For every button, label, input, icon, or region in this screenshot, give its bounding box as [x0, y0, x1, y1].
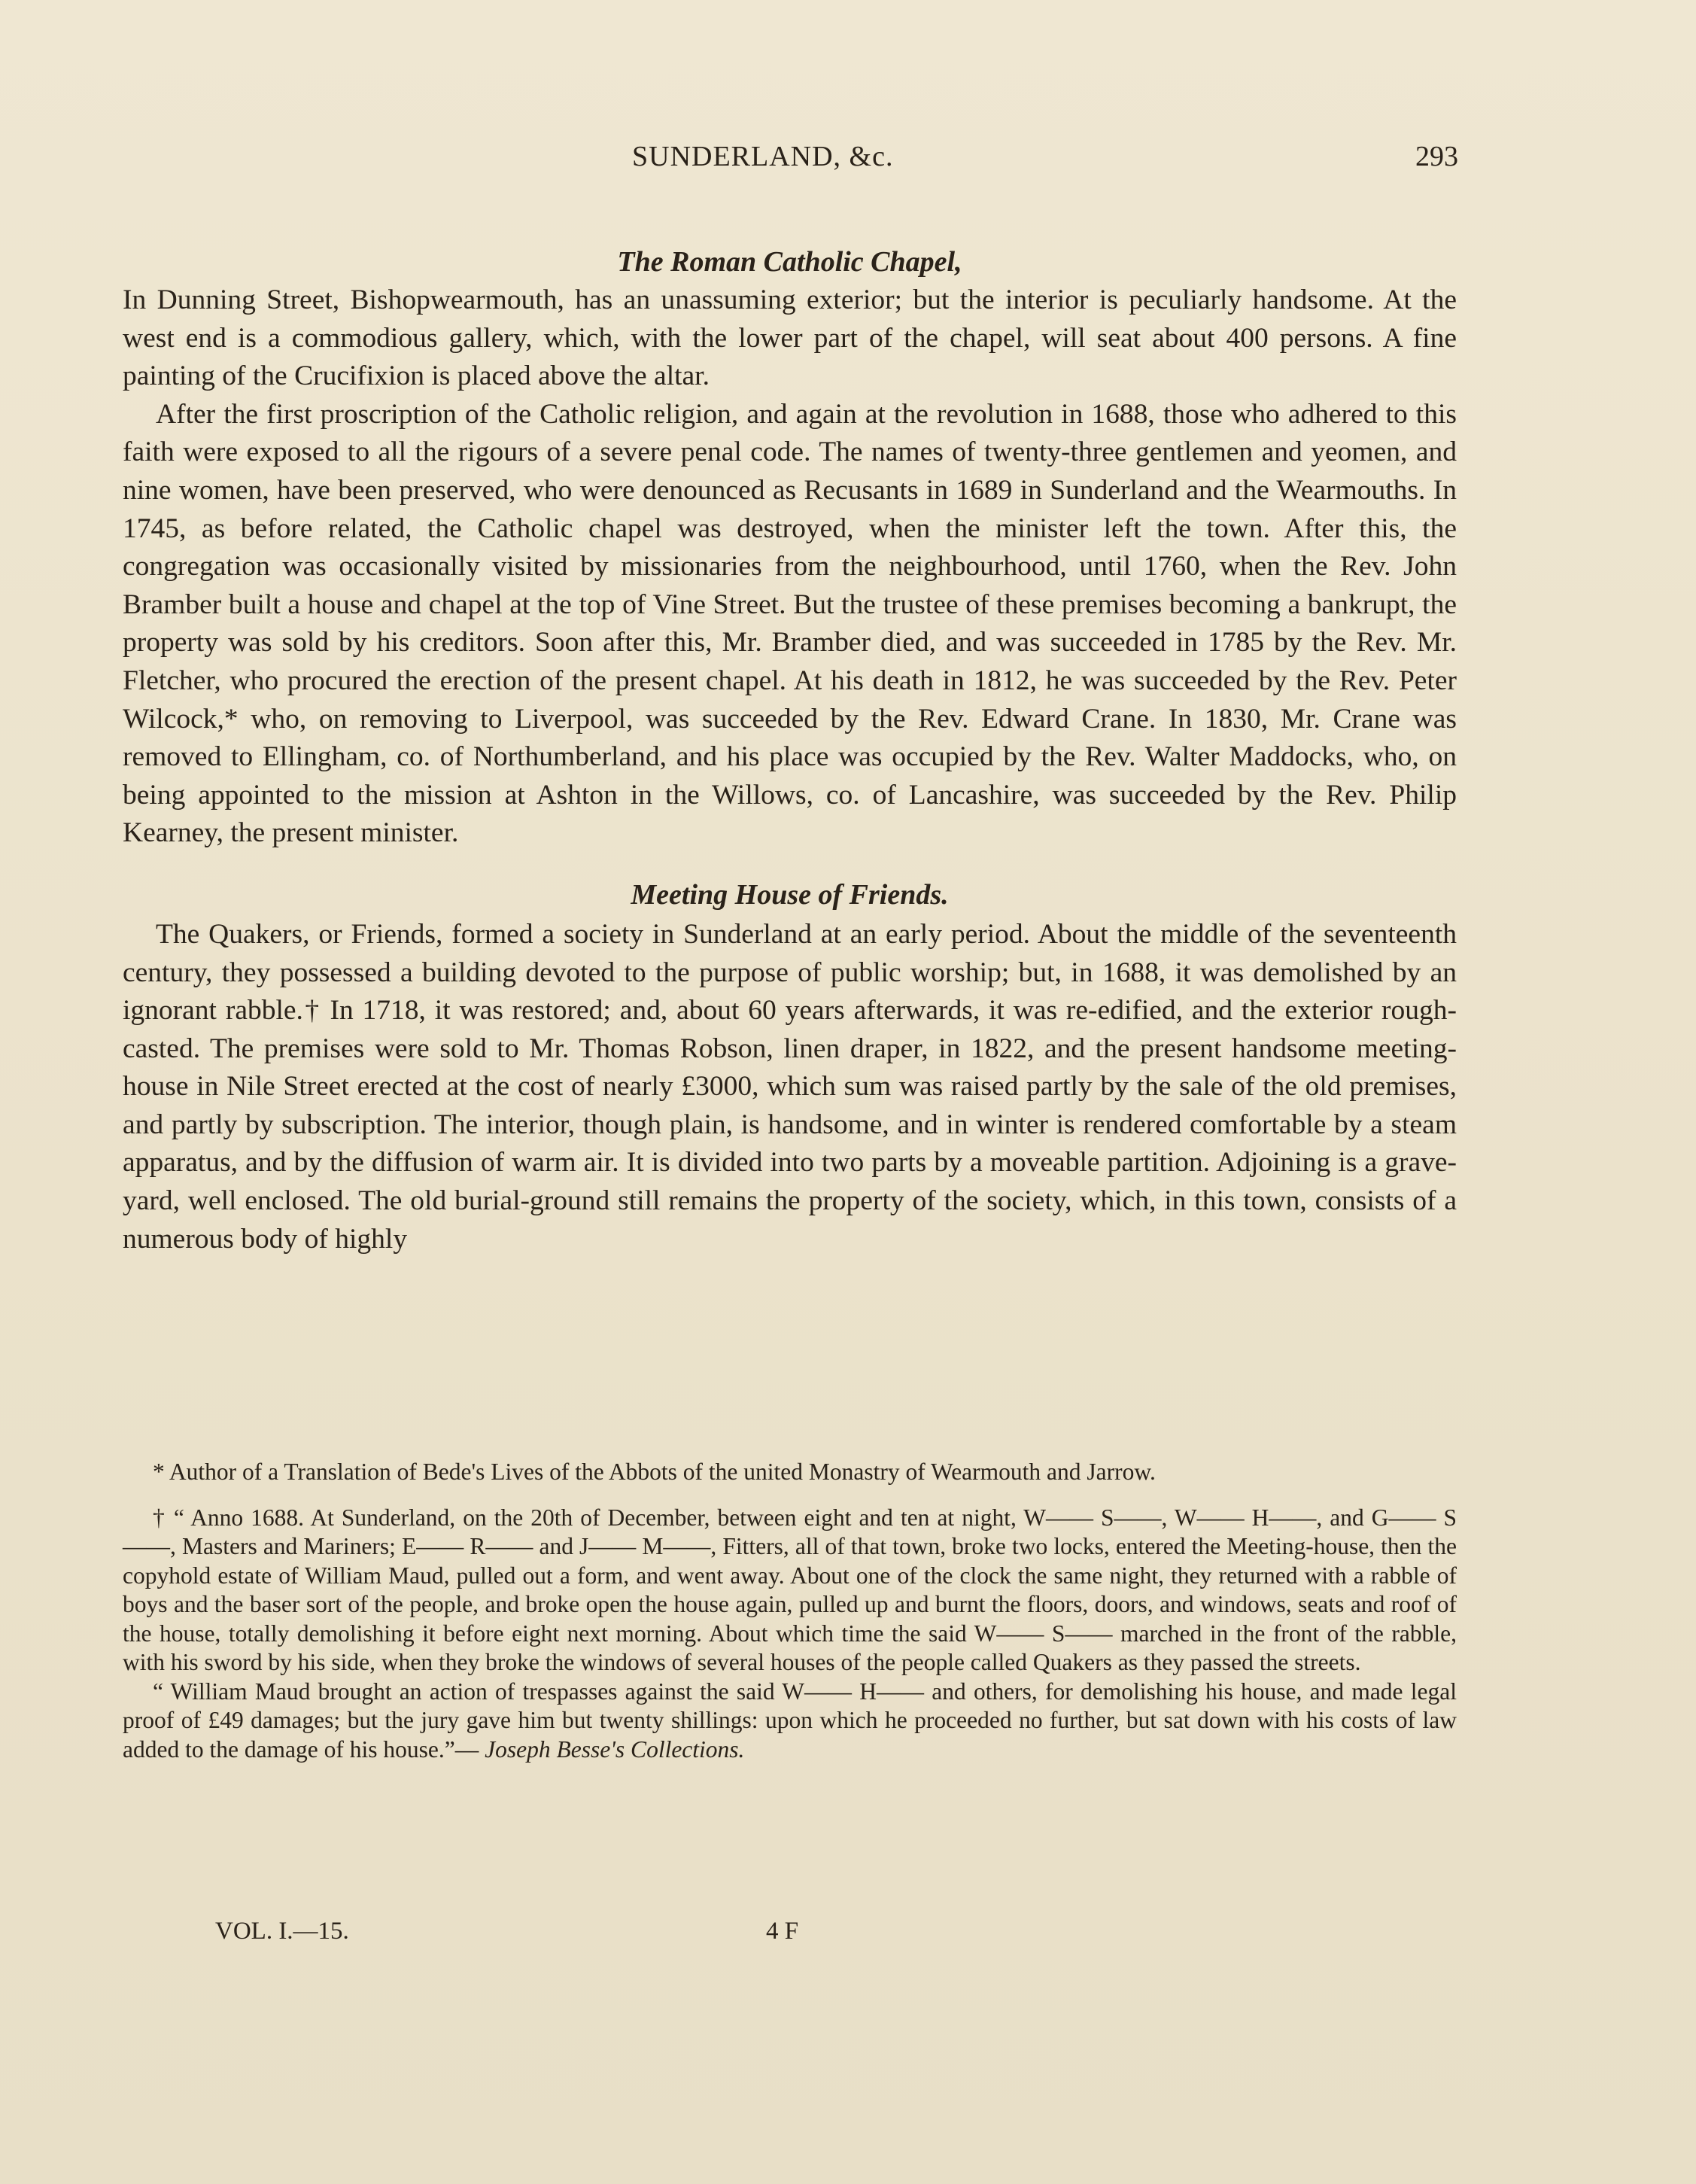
main-text [123, 242, 1457, 1258]
paragraph: The Quakers, or Friends, formed a society in Sunderland at an early period. About the middle of the seventeenth century, they possessed a building devoted to the purpose of public worship; but, in 1688, it was demolished by an ignorant rabble.† In 1718, it was restored; and, about 60 years afterwards, it was re-edified, and the exterior rough-casted. The premises were sold to Mr. Thomas Robson, linen draper, in 1822, and the present handsome meeting-house in Nile Street erected at the cost of nearly £3000, which sum was raised partly by the sale of the old premises, and partly by subscription. The interior, though plain, is handsome, and in winter is rendered comfortable by a steam apparatus, and by the diffusion of warm air. It is divided into two parts by a moveable partition. Adjoining is a grave-yard, well enclosed. The old burial-ground still remains the property of the society, which, in this town, consists of a numerous body of highly [123, 918, 1457, 1255]
paragraph: In Dunning Street, Bishopwearmouth, has an unassuming exterior; but the interior is peculiarly handsome. At the west end is a commodious gallery, which, with the lower part of the chapel, will seat about 400 persons. A fine painting of the Crucifixion is placed above the altar. [123, 284, 1457, 392]
footnotes [123, 1458, 1457, 1764]
signature-mark: 4 F [766, 1918, 799, 1945]
footnote-source: Joseph Besse's Collections. [485, 1735, 745, 1763]
running-head: SUNDERLAND, &c. [632, 141, 894, 172]
volume-mark: VOL. I.—15. [215, 1918, 349, 1945]
footnote-continuation [123, 1678, 1457, 1765]
section-heading-friends-meeting-house: Meeting House of Friends. [631, 878, 949, 911]
paragraph: After the first proscription of the Catholic religion, and again at the revolution in 1688, those who adhered to this faith were exposed to all the rigours of a severe penal code. The names of twenty-three gentlemen and yeomen, and nine women, have been preserved, who were denounced as Recusants in 1689 in Sunderland and the Wearmouths. In 1745, as before related, the Catholic chapel was destroyed, when the minister left the town. After this, the congregation was occasionally visited by missionaries from the neighbourhood, until 1760, when the Rev. John Bramber built a house and chapel at the top of Vine Street. But the trustee of these premises becoming a bankrupt, the property was sold by his creditors. Soon after this, Mr. Bramber died, and was succeeded in 1785 by the Rev. Mr. Fletcher, who procured the erection of the present chapel. At his death in 1812, he was succeeded by the Rev. Peter Wilcock,* who, on removing to Liverpool, was succeeded by the Rev. Edward Crane. In 1830, Mr. Crane was removed to Ellingham, co. of Northumberland, and his place was occupied by the Rev. Walter Maddocks, who, on being appointed to the mission at Ashton in the Willows, co. of Lancashire, was succeeded by the Rev. Philip Kearney, the present minister. [123, 398, 1457, 849]
section-heading-catholic-chapel: The Roman Catholic Chapel, [617, 246, 962, 278]
footnote-maud-text: “ William Maud brought an action of trespasses against the said W—— H—— and others, for demolishing his house, and made legal proof of £49 damages; but the jury gave him but twenty shillings: upon which he proceeded no further, but sat down with his costs of law added to the damage of his house.”— [123, 1678, 1457, 1763]
page-header [0, 140, 1696, 178]
page-number: 293 [1415, 141, 1458, 172]
footnote-star: * Author of a Translation of Bede's Lives of the Abbots of the united Monastry of Wearmouth and Jarrow. [153, 1459, 1156, 1485]
footnote-dagger: † “ Anno 1688. At Sunderland, on the 20th of December, between eight and ten at night, W—— S——, W—— H——, and G—— S——, Masters and Mariners; E—— R—— and J—— M——, Fitters, all of that town, broke two locks, entered the Meeting-house, then the copyhold estate of William Maud, pulled out a form, and went away. About one of the clock the same night, they returned with a rabble of boys and the baser sort of the people, and broke open the house again, pulled up and burnt the floors, doors, and windows, seats and roof of the house, totally demolishing it before eight next morning. About which time the said W—— S—— marched in the front of the rabble, with his sword by his side, when they broke the windows of several houses of the people called Quakers as they passed the streets. [123, 1504, 1457, 1675]
signature-line [0, 1918, 1696, 1951]
